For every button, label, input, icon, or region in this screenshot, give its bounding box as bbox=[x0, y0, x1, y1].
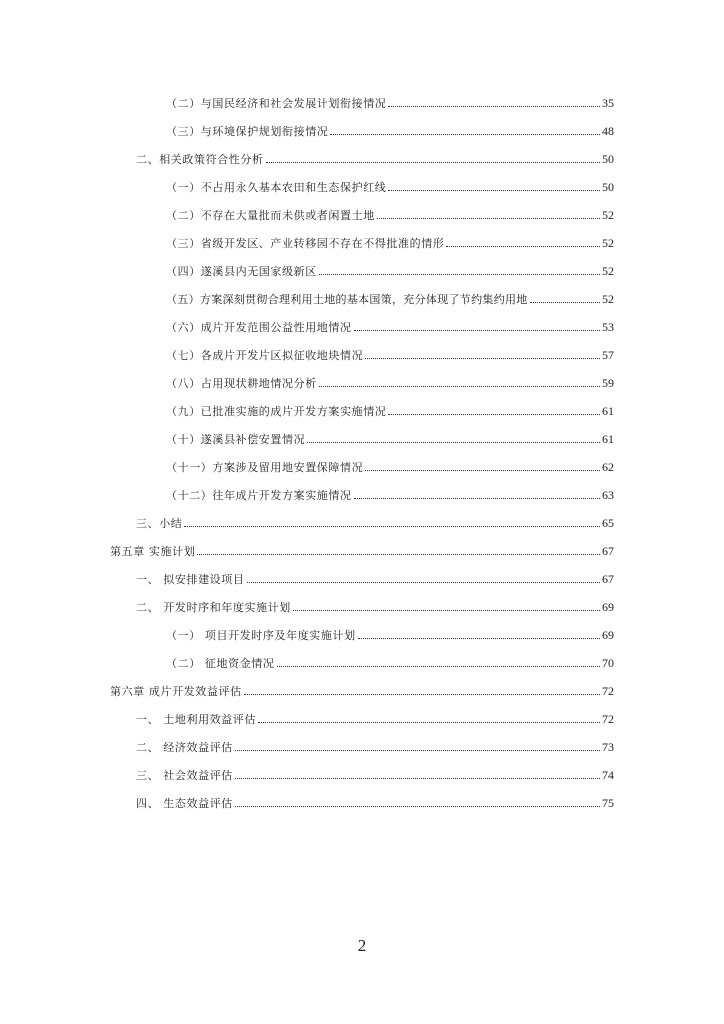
toc-entry[interactable] bbox=[136, 152, 614, 167]
toc-entry-title: （四）遂溪县内无国家级新区 bbox=[166, 265, 317, 278]
toc-entry[interactable] bbox=[166, 432, 614, 447]
dot-leader bbox=[258, 722, 600, 723]
toc-entry-title: （二）不存在大量批而未供或者闲置土地 bbox=[166, 209, 375, 222]
toc-entry-page: 62 bbox=[602, 460, 614, 474]
toc-entry[interactable] bbox=[136, 796, 614, 811]
dot-leader bbox=[354, 330, 600, 331]
toc-entry[interactable] bbox=[166, 180, 614, 195]
toc-entry-page: 52 bbox=[602, 236, 614, 250]
toc-entry-page: 59 bbox=[602, 376, 614, 390]
dot-leader bbox=[330, 134, 600, 135]
toc-entry[interactable] bbox=[166, 488, 614, 503]
toc-entry-page: 72 bbox=[602, 712, 614, 726]
dot-leader bbox=[358, 638, 600, 639]
toc-entry[interactable] bbox=[136, 600, 614, 615]
toc-entry-title: （十）遂溪县补偿安置情况 bbox=[166, 433, 306, 446]
toc-entry-page: 73 bbox=[602, 740, 614, 754]
toc-entry-title: （十一）方案涉及留用地安置保障情况 bbox=[166, 461, 364, 474]
toc-entry[interactable] bbox=[136, 740, 614, 755]
dot-leader bbox=[377, 218, 600, 219]
toc-entry-title: 一、 土地利用效益评估 bbox=[136, 713, 257, 726]
toc-entry-title: （一）不占用永久基本农田和生态保护红线 bbox=[166, 181, 387, 194]
dot-leader bbox=[247, 582, 601, 583]
toc-entry-title: 四、 生态效益评估 bbox=[136, 797, 233, 810]
toc-entry[interactable] bbox=[166, 124, 614, 139]
toc-entry-title: （六）成片开发范围公益性用地情况 bbox=[166, 321, 352, 334]
toc-entry[interactable] bbox=[166, 96, 614, 111]
toc-entry[interactable] bbox=[166, 264, 614, 279]
toc-entry-title: 第六章 成片开发效益评估 bbox=[110, 685, 242, 698]
dot-leader bbox=[235, 750, 600, 751]
toc-entry-title: （八）占用现状耕地情况分析 bbox=[166, 377, 317, 390]
dot-leader bbox=[235, 778, 600, 779]
toc-entry-page: 61 bbox=[602, 404, 614, 418]
toc-entry[interactable] bbox=[166, 236, 614, 251]
toc-entry-title: 二、相关政策符合性分析 bbox=[136, 153, 264, 166]
toc-entry-page: 52 bbox=[602, 208, 614, 222]
toc-entry-page: 67 bbox=[602, 544, 614, 558]
dot-leader bbox=[365, 358, 600, 359]
toc-entry-page: 52 bbox=[602, 292, 614, 306]
toc-entry-page: 63 bbox=[602, 488, 614, 502]
toc-entry-page: 74 bbox=[602, 768, 614, 782]
toc-entry-page: 50 bbox=[602, 152, 614, 166]
toc-entry[interactable] bbox=[166, 628, 614, 643]
dot-leader bbox=[388, 414, 600, 415]
dot-leader bbox=[235, 806, 600, 807]
toc-entry-title: 三、小结 bbox=[136, 517, 183, 530]
toc-entry-page: 52 bbox=[602, 264, 614, 278]
toc-entry-title: （五）方案深刻贯彻合理利用土地的基本国策，充分体现了节约集约用地 bbox=[166, 293, 528, 306]
toc-entry-page: 69 bbox=[602, 628, 614, 642]
dot-leader bbox=[266, 162, 600, 163]
dot-leader bbox=[388, 106, 600, 107]
toc-entry-title: （三）省级开发区、产业转移园不存在不得批准的情形 bbox=[166, 237, 445, 250]
dot-leader bbox=[197, 554, 600, 555]
toc-entry[interactable] bbox=[166, 208, 614, 223]
toc-entry[interactable] bbox=[136, 712, 614, 727]
toc-entry-page: 72 bbox=[602, 684, 614, 698]
toc-entry-title: （二） 征地资金情况 bbox=[166, 657, 275, 670]
toc-entry[interactable] bbox=[136, 768, 614, 783]
toc-entry[interactable] bbox=[136, 516, 614, 531]
toc-entry[interactable] bbox=[166, 348, 614, 363]
toc-entry-title: （九）已批准实施的成片开发方案实施情况 bbox=[166, 405, 387, 418]
toc-entry-page: 67 bbox=[602, 572, 614, 586]
toc-entry[interactable] bbox=[136, 572, 614, 587]
toc-entry-title: （十二）往年成片开发方案实施情况 bbox=[166, 489, 352, 502]
toc-entry-title: （七）各成片开发片区拟征收地块情况 bbox=[166, 349, 364, 362]
dot-leader bbox=[244, 694, 600, 695]
dot-leader bbox=[530, 302, 600, 303]
toc-entry-page: 69 bbox=[602, 600, 614, 614]
toc-entry-page: 65 bbox=[602, 516, 614, 530]
toc-entry-page: 48 bbox=[602, 124, 614, 138]
toc-entry-title: 二、 经济效益评估 bbox=[136, 741, 233, 754]
toc-chapter-entry[interactable] bbox=[110, 684, 614, 699]
dot-leader bbox=[307, 442, 600, 443]
toc-entry[interactable] bbox=[166, 460, 614, 475]
toc-entry-title: 一、 拟安排建设项目 bbox=[136, 573, 245, 586]
toc-entry-title: 二、 开发时序和年度实施计划 bbox=[136, 601, 291, 614]
toc-entry-title: （二）与国民经济和社会发展计划衔接情况 bbox=[166, 97, 387, 110]
toc-entry-page: 70 bbox=[602, 656, 614, 670]
dot-leader bbox=[277, 666, 601, 667]
toc-entry-page: 61 bbox=[602, 432, 614, 446]
toc-entry-page: 35 bbox=[602, 96, 614, 110]
toc-entry-page: 57 bbox=[602, 348, 614, 362]
toc-entry-page: 53 bbox=[602, 320, 614, 334]
dot-leader bbox=[388, 190, 600, 191]
dot-leader bbox=[365, 470, 600, 471]
toc-entry-title: （三）与环境保护规划衔接情况 bbox=[166, 125, 329, 138]
toc-entry-title: 三、 社会效益评估 bbox=[136, 769, 233, 782]
dot-leader bbox=[354, 498, 600, 499]
dot-leader bbox=[319, 386, 600, 387]
toc-entry[interactable] bbox=[166, 404, 614, 419]
dot-leader bbox=[319, 274, 600, 275]
page-number: 2 bbox=[357, 936, 367, 955]
dot-leader bbox=[184, 526, 600, 527]
toc-entry-title: 第五章 实施计划 bbox=[110, 545, 196, 558]
toc-entry[interactable] bbox=[166, 656, 614, 671]
toc-entry-page: 50 bbox=[602, 180, 614, 194]
toc-entry-title: （一） 项目开发时序及年度实施计划 bbox=[166, 629, 356, 642]
toc-entry[interactable] bbox=[166, 292, 614, 307]
dot-leader bbox=[446, 246, 600, 247]
dot-leader bbox=[293, 610, 600, 611]
toc-chapter-entry[interactable] bbox=[110, 544, 614, 559]
toc-entry[interactable] bbox=[166, 376, 614, 391]
toc-entry-page: 75 bbox=[602, 796, 614, 810]
toc-entry[interactable] bbox=[166, 320, 614, 335]
